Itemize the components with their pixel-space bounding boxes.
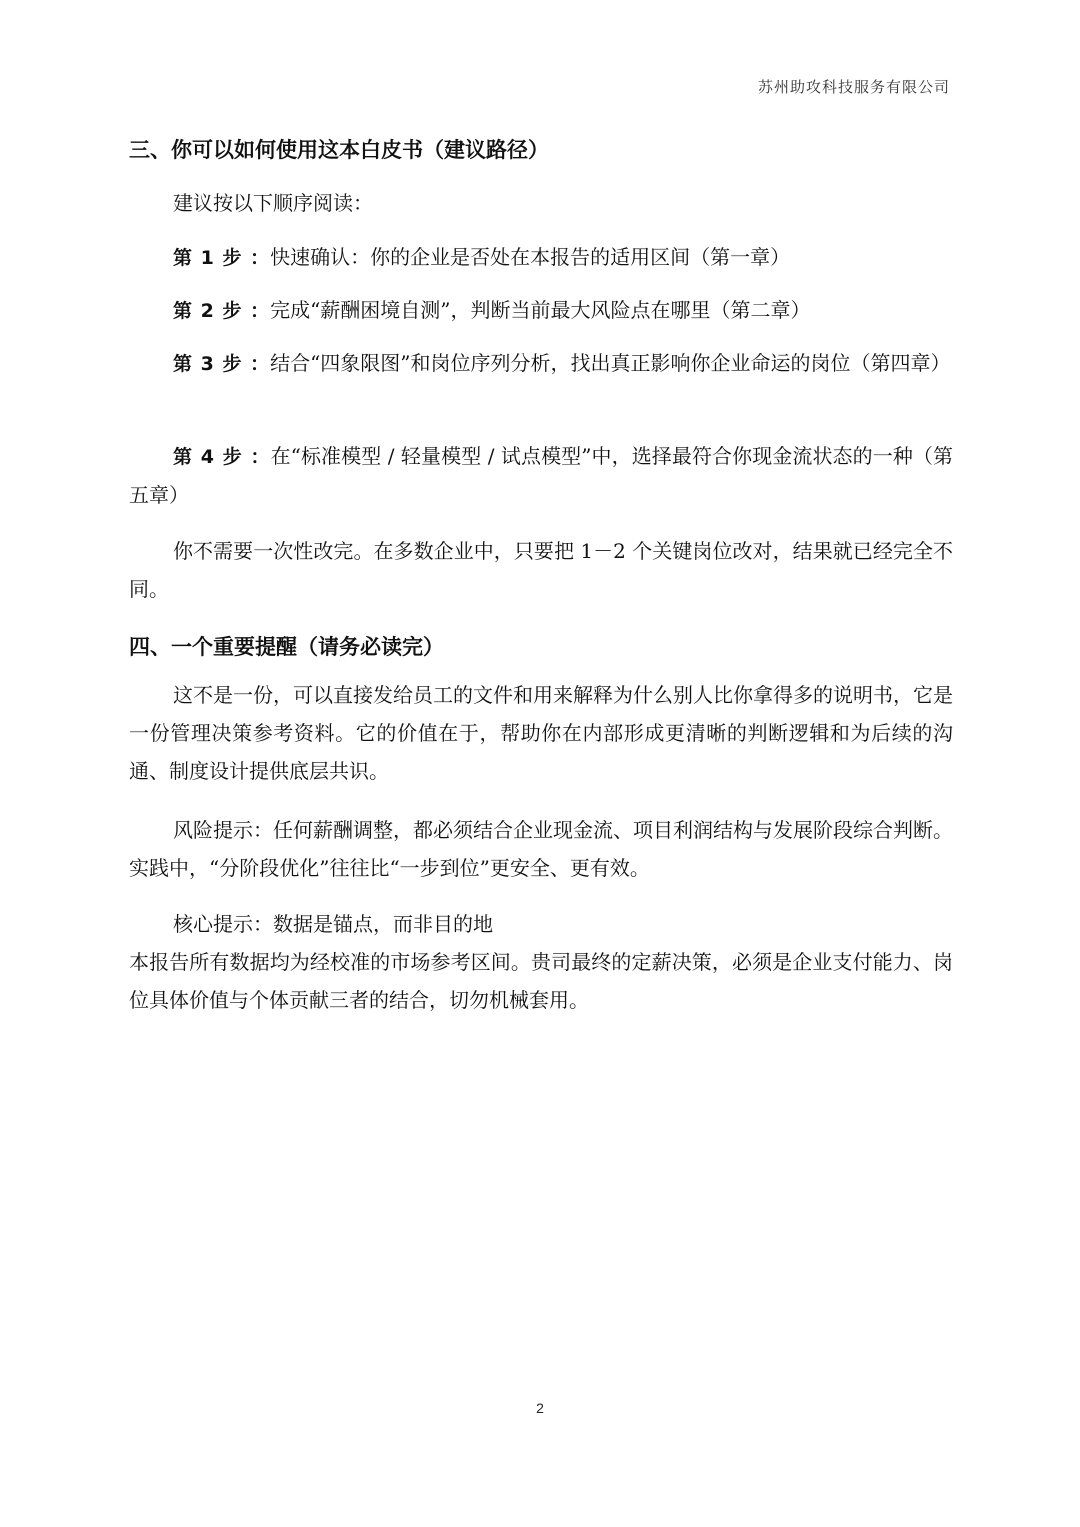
step-3-text: 结合“四象限图”和岗位序列分析，找出真正影响你企业命运的岗位（第四章） [270, 351, 951, 375]
step-2-text: 完成“薪酬困境自测”，判断当前最大风险点在哪里（第二章） [270, 298, 811, 322]
step-1-text: 快速确认：你的企业是否处在本报告的适用区间（第一章） [270, 245, 791, 269]
section3-closing: 你不需要一次性改完。在多数企业中，只要把 1－2 个关键岗位改对，结果就已经完全不同。 [129, 539, 953, 601]
section3-heading: 三、你可以如何使用这本白皮书（建议路径） [129, 137, 549, 162]
step-3 [129, 344, 953, 383]
section4-paragraph-2: 风险提示：任何薪酬调整，都必须结合企业现金流、项目利润结构与发展阶段综合判断。实践中，“分阶段优化”往往比“一步到位”更安全、更有效。 [129, 818, 953, 880]
step-1 [129, 238, 953, 277]
step-1-label: 第 1 步 ： [173, 247, 271, 269]
core-tip-title: 核心提示：数据是锚点，而非目的地 [173, 912, 493, 936]
step-3-label: 第 3 步 ： [173, 353, 271, 375]
page-number: 2 [536, 1400, 544, 1416]
core-tip-text: 本报告所有数据均为经校准的市场参考区间。贵司最终的定薪决策，必须是企业支付能力、岗位具体价值与个体贡献三者的结合，切勿机械套用。 [129, 950, 953, 1012]
header-company-name: 苏州助攻科技服务有限公司 [757, 78, 950, 96]
step-4-text: 在“标准模型 / 轻量模型 / 试点模型”中，选择最符合你现金流状态的一种（第五章） [129, 444, 953, 507]
step-2 [129, 291, 953, 330]
section3-intro: 建议按以下顺序阅读： [173, 191, 373, 215]
step-4 [129, 437, 953, 514]
section4-heading: 四、一个重要提醒（请务必读完） [129, 634, 444, 659]
section4-paragraph-1: 这不是一份，可以直接发给员工的文件和用来解释为什么别人比你拿得多的说明书，它是一份管理决策参考资料。它的价值在于，帮助你在内部形成更清晰的判断逻辑和为后续的沟通、制度设计提供底层共识。 [129, 683, 953, 783]
step-4-label: 第 4 步 ： [173, 446, 271, 468]
step-2-label: 第 2 步 ： [173, 300, 271, 322]
